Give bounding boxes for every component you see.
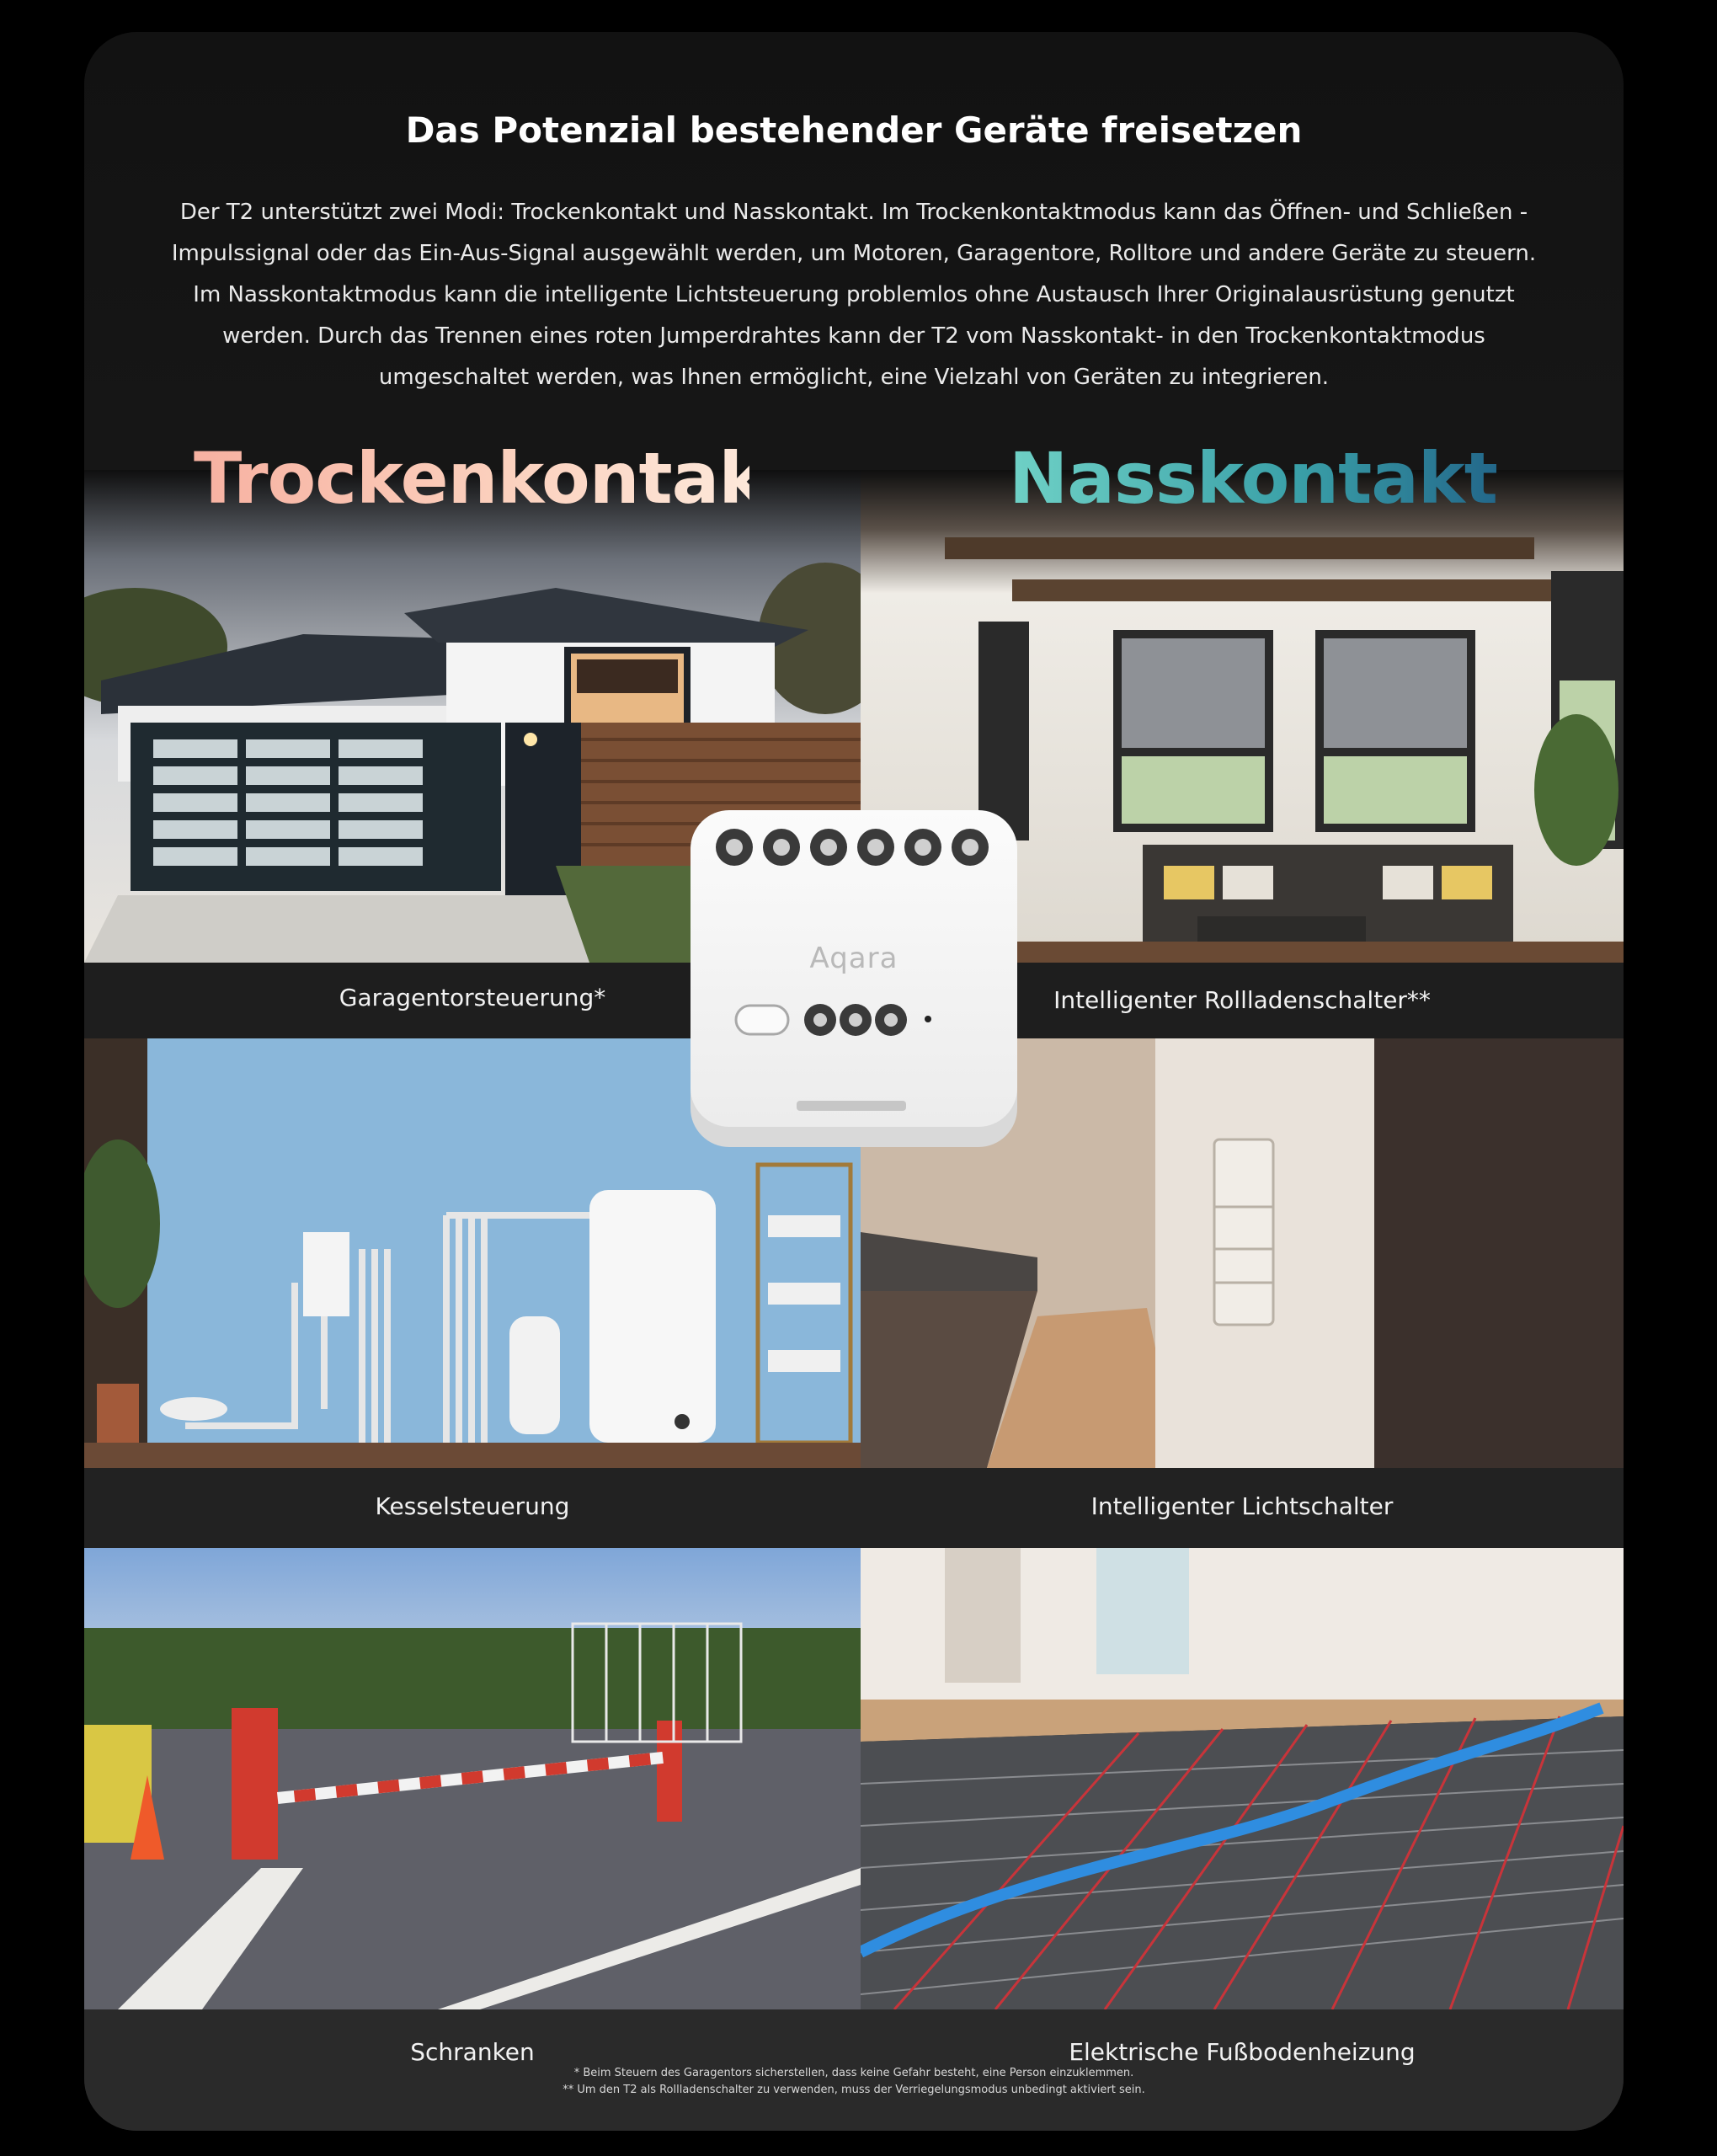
page-title: Das Potenzial bestehender Geräte freisetzen: [405, 109, 1303, 151]
caption-floor: Elektrische Fußbodenheizung: [1069, 2038, 1416, 2066]
caption-boiler: Kesselsteuerung: [375, 1492, 570, 1520]
barrier-image: [84, 1548, 861, 2009]
footnote-1: * Beim Steuern des Garagentors sicherstellen, dass keine Gefahr besteht, eine Person einzuklemmen.: [573, 2067, 1134, 2079]
caption-blinds: Intelligenter Rollladenschalter**: [1053, 986, 1431, 1014]
wet-contact-title: Nasskontakt: [1009, 443, 1531, 514]
intro-paragraph: Der T2 unterstützt zwei Modi: Trockenkontakt und Nasskontakt. Im Trockenkontaktmodus kann das Öffnen- und Schließen -Impulssignal oder das Ein-Aus-Signal ausgewählt werden, um Motoren, Garagentore, Rolltore und andere Geräte zu steuern. Im Nasskontaktmodus kann die intelligente Lichtsteuerung problemlos ohne Austausch Ihrer Originalausrüstung genutzt werden. Durch das Trennen eines roten Jumperdrahtes kann der T2 vom Nasskontakt- in den Trockenkontaktmodus umgeschaltet werden, was Ihnen ermöglicht, eine Vielzahl von Geräten zu integrieren.: [171, 200, 1537, 390]
caption-barrier: Schranken: [410, 2038, 535, 2066]
caption-light: Intelligenter Lichtschalter: [1090, 1492, 1394, 1520]
dry-contact-title: Trockenkontakt: [194, 437, 798, 520]
aqara-logo: Aqara: [809, 942, 898, 975]
aqara-t2-device: [687, 810, 1021, 1150]
floor-heating-image: [861, 1548, 1624, 2009]
footnote-2: ** Um den T2 als Rollladenschalter zu verwenden, muss der Verriegelungsmodus unbedingt aktiviert sein.: [563, 2084, 1145, 2096]
caption-garage: Garagentorsteuerung*: [339, 984, 606, 1011]
content-card: [84, 32, 1624, 2131]
footnotes: [84, 2065, 1624, 2099]
